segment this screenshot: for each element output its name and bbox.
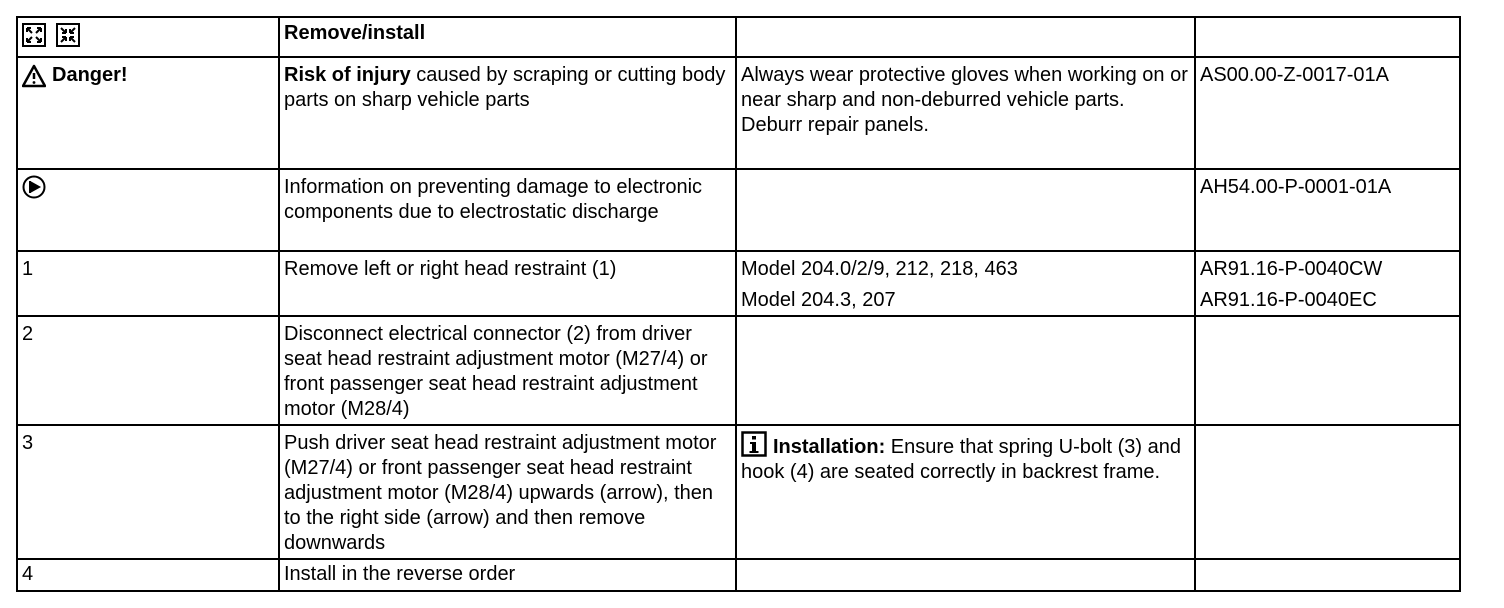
risk-text: caused by scraping or cutting body parts on sharp vehicle parts xyxy=(284,64,726,111)
step-text: Remove left or right head restraint (1) xyxy=(279,251,736,316)
empty-cell xyxy=(1195,559,1460,591)
header-icons-cell xyxy=(17,17,279,57)
step-number: 1 xyxy=(17,251,279,316)
step-text: Install in the reverse order xyxy=(279,559,736,591)
step-row xyxy=(17,425,1460,559)
step-row xyxy=(17,251,1460,316)
esd-notice-icon xyxy=(22,175,46,199)
empty-cell xyxy=(736,316,1195,425)
model-note: Model 204.0/2/9, 212, 218, 463 xyxy=(741,258,1018,280)
expand-icon[interactable] xyxy=(22,23,46,47)
danger-label: Danger! xyxy=(52,64,128,86)
page-title: Remove/install xyxy=(279,17,736,57)
danger-reference[interactable]: AS00.00-Z-0017-01A xyxy=(1195,57,1460,169)
warning-triangle-icon xyxy=(22,64,46,88)
installation-label: Installation: xyxy=(773,436,886,458)
model-note: Model 204.3, 207 xyxy=(741,289,896,311)
esd-reference[interactable]: AH54.00-P-0001-01A xyxy=(1195,169,1460,251)
danger-row xyxy=(17,57,1460,169)
danger-measure: Always wear protective gloves when working on or near sharp and non-deburred vehicle parts. xyxy=(741,64,1188,111)
esd-text: Information on preventing damage to electronic components due to electrostatic discharge xyxy=(279,169,736,251)
danger-measure-2: Deburr repair panels. xyxy=(741,114,929,136)
risk-title: Risk of injury xyxy=(284,64,411,86)
collapse-icon[interactable] xyxy=(56,23,80,47)
step-reference[interactable]: AR91.16-P-0040EC xyxy=(1200,289,1377,311)
empty-cell xyxy=(736,559,1195,591)
info-icon xyxy=(741,431,767,457)
procedure-table xyxy=(16,16,1461,592)
header-row xyxy=(17,17,1460,57)
step-row xyxy=(17,316,1460,425)
step-row xyxy=(17,559,1460,591)
empty-cell xyxy=(1195,17,1460,57)
step-text: Disconnect electrical connector (2) from driver seat head restraint adjustment motor (M27/4) or front passenger seat head restraint adjustment motor (M28/4) xyxy=(279,316,736,425)
empty-cell xyxy=(736,17,1195,57)
empty-cell xyxy=(736,169,1195,251)
step-text: Push driver seat head restraint adjustment motor (M27/4) or front passenger seat head restraint adjustment motor (M28/4) upwards (arrow), then to the right side (arrow) and then remove downwards xyxy=(279,425,736,559)
step-number: 3 xyxy=(17,425,279,559)
step-reference[interactable]: AR91.16-P-0040CW xyxy=(1200,258,1383,280)
empty-cell xyxy=(1195,425,1460,559)
installation-note: Ensure that spring U-bolt (3) and hook (4) are seated correctly in backrest frame. xyxy=(741,436,1181,483)
step-number: 2 xyxy=(17,316,279,425)
empty-cell xyxy=(1195,316,1460,425)
esd-row xyxy=(17,169,1460,251)
step-number: 4 xyxy=(17,559,279,591)
